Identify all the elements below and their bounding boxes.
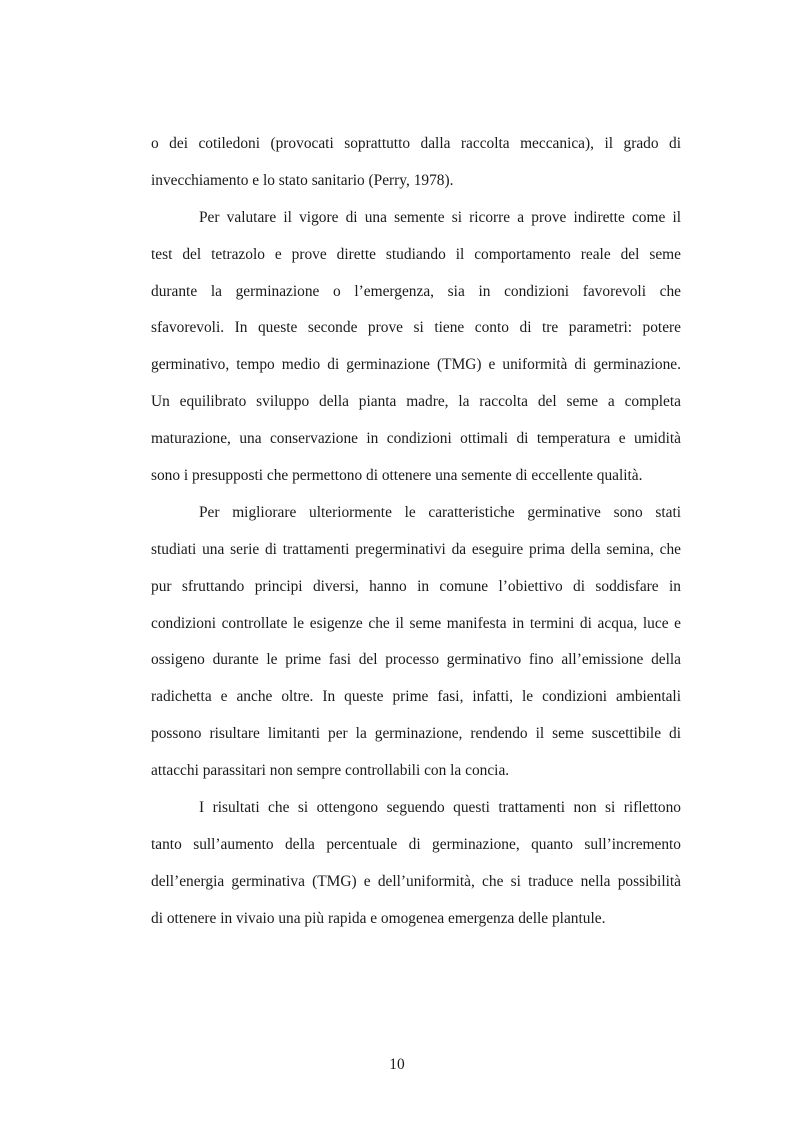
paragraph — [151, 790, 681, 938]
text-line: invecchiamento e lo stato sanitario (Perry, 1978). — [151, 171, 454, 189]
paragraph — [151, 126, 681, 200]
text-line: durante la germinazione o l’emergenza, sia in condizioni favorevoli che — [151, 282, 681, 300]
text-line: Un equilibrato sviluppo della pianta madre, la raccolta del seme a completa — [151, 393, 681, 411]
text-line: tanto sull’aumento della percentuale di germinazione, quanto sull’incremento — [151, 835, 681, 853]
paragraph — [151, 200, 681, 495]
text-line: condizioni controllate le esigenze che il seme manifesta in termini di acqua, luce e — [151, 614, 681, 632]
text-line: studiati una serie di trattamenti pregerminativi da eseguire prima della semina, che — [151, 540, 681, 558]
page-number: 10 — [389, 1056, 405, 1073]
text-line: Per migliorare ulteriormente le caratteristiche germinative sono stati — [199, 503, 681, 521]
text-line: germinativo, tempo medio di germinazione (TMG) e uniformità di germinazione. — [151, 356, 681, 374]
paragraph — [151, 495, 681, 790]
text-line: I risultati che si ottengono seguendo questi trattamenti non si riflettono — [199, 799, 681, 817]
text-line: sfavorevoli. In queste seconde prove si tiene conto di tre parametri: potere — [151, 319, 681, 337]
text-line: sono i presupposti che permettono di ottenere una semente di eccellente qualità. — [151, 467, 643, 485]
text-line: attacchi parassitari non sempre controllabili con la concia. — [151, 762, 510, 780]
text-line: test del tetrazolo e prove dirette studiando il comportamento reale del seme — [151, 245, 681, 263]
text-line: Per valutare il vigore di una semente si ricorre a prove indirette come il — [199, 208, 681, 226]
text-line: pur sfruttando principi diversi, hanno in comune l’obiettivo di soddisfare in — [151, 577, 681, 595]
page-body — [151, 126, 681, 938]
text-line: dell’energia germinativa (TMG) e dell’uniformità, che si traduce nella possibilità — [151, 872, 681, 890]
text-line: di ottenere in vivaio una più rapida e omogenea emergenza delle plantule. — [151, 909, 606, 927]
text-line: radichetta e anche oltre. In queste prime fasi, infatti, le condizioni ambientali — [151, 688, 681, 706]
text-line: o dei cotiledoni (provocati soprattutto dalla raccolta meccanica), il grado di — [151, 135, 681, 152]
text-line: ossigeno durante le prime fasi del processo germinativo fino all’emissione della — [151, 651, 681, 669]
text-line: possono risultare limitanti per la germinazione, rendendo il seme suscettibile di — [151, 725, 681, 743]
text-line: maturazione, una conservazione in condizioni ottimali di temperatura e umidità — [151, 430, 681, 448]
